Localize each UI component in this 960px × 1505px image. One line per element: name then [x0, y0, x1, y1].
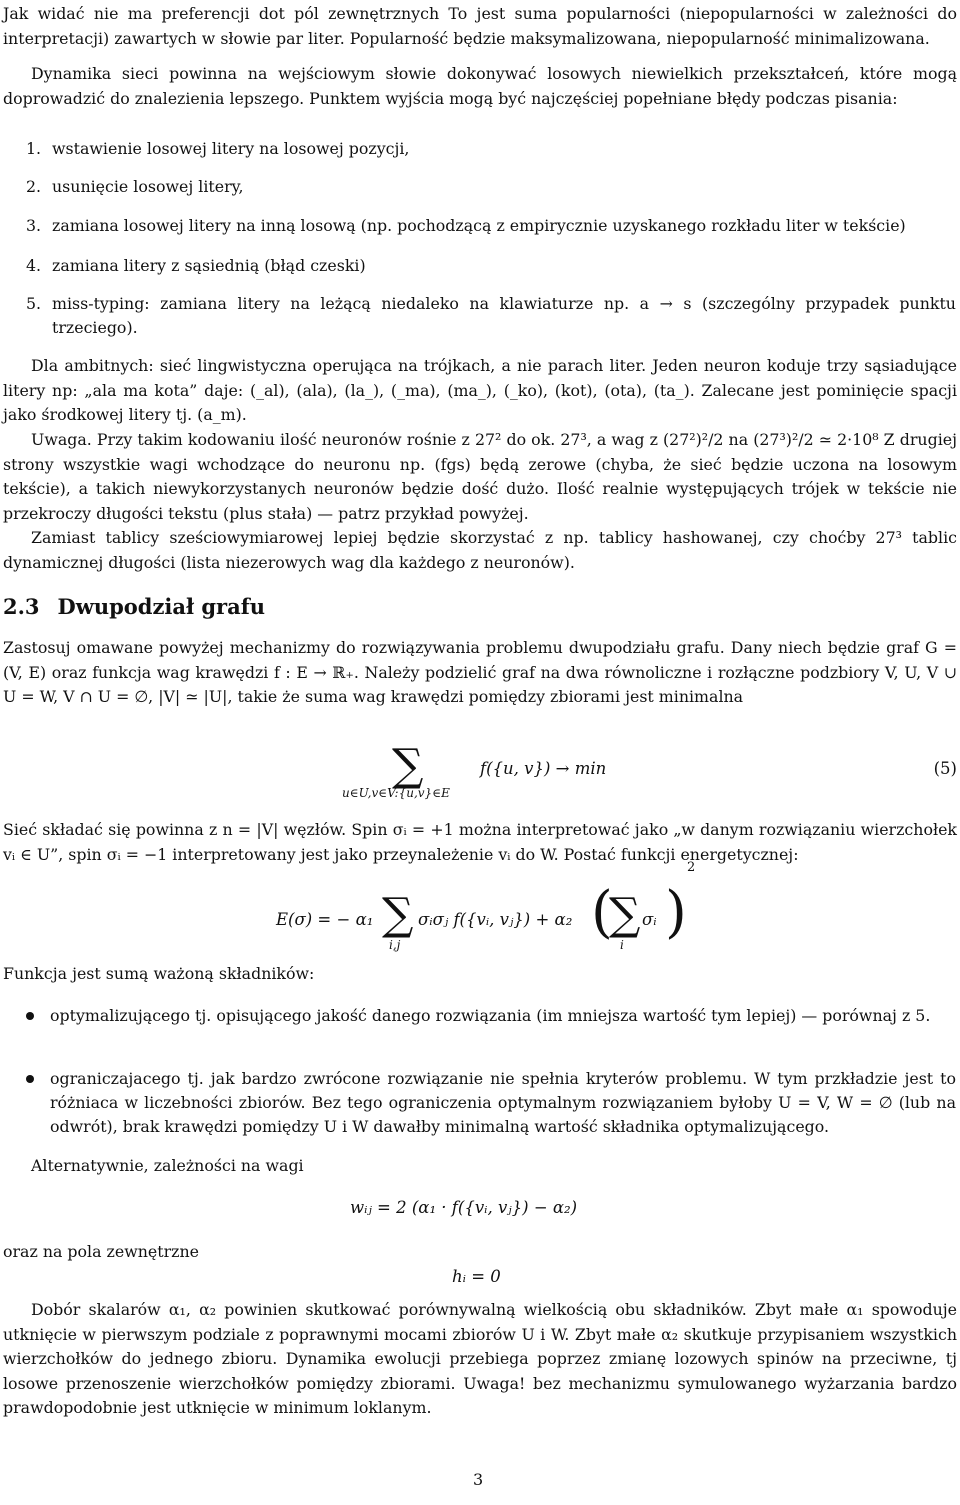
list-item: 3. zamiana losowej litery na inną losową (np. pochodzącą z empirycznie uzyskanego rozkładu liter w tekście) [26, 216, 906, 235]
bullet-item: optymalizującego tj. opisującego jakość danego rozwiązania (im mniejsza wartość tym lepiej) — porównaj z 5. [26, 1004, 956, 1028]
right-paren: ) [665, 880, 687, 945]
components-label: Funkcja jest sumą ważoną składników: [3, 964, 315, 983]
paragraph-scalars: Dobór skalarów α₁, α₂ powinien skutkować porównywalną wielkością obu składników. Zbyt małe α₁ spowoduje utknięcie w pierwszym podziale z poprawnymi mocami zbiorów U i W. Zbyt małe α₂ skutkuje przypisaniem wszystkich wierzchołków do jednego zbioru. Dynamika ewolucji przebiega poprzez zmianę lozowych spinów na przeciwne, tj losowe przenoszenie wierzchołków pomiędzy zbiorami. Uwaga! bez mechanizmu symulowanego wyżarzania bardzo prawdopodobnie jest utknięcie w minimum loklanym. [3, 1300, 957, 1417]
section-heading: 2.3 Dwupodział grafu [3, 594, 266, 619]
list-item: 4. zamiana litery z sąsiednią (błąd czeski) [26, 256, 366, 275]
equation-weights: wᵢⱼ = 2 (α₁ · f({vᵢ, vⱼ}) − α₂) [350, 1198, 578, 1217]
equation-fields: hᵢ = 0 [452, 1267, 501, 1286]
paragraph-dynamics: Dynamika sieci powinna na wejściowym słowie dokonywać losowych niewielkich przekształceń, które mogą doprowadzić do znalezienia lepszego. Punktem wyjścia mogą być najczęściej popełniane błędy podczas pisania: [3, 64, 957, 108]
fields-label: oraz na pola zewnętrzne [3, 1242, 200, 1261]
paragraph-ambitious: Dla ambitnych: sieć lingwistyczna operująca na trójkach, a nie parach liter. Jeden neuron koduje trzy sąsiadujące litery np: „ala ma kota” daje: (_al), (ala), (la_), (_ma), (ma_), (_ko), (kot), (ota), (ta_). Zalecane jest pominięcie spacji jako środkowej litery tj. (a_m). [3, 356, 957, 424]
energy-inner: σᵢ [642, 910, 657, 929]
sum-subscript: i,j [389, 938, 401, 952]
energy-lhs: E(σ) = − α₁ [276, 910, 374, 929]
alternative-label: Alternatywnie, zależności na wagi [31, 1156, 304, 1175]
paragraph-apply: Zastosuj omawane powyżej mechanizmy do rozwiązywania problemu dwupodziału grafu. Dany niech będzie graf G = (V, E) oraz funkcja wag krawędzi f : E → ℝ₊. Należy podzielić graf na dwa równoliczne i rozłączne podzbiory V, U, V ∪ U = W, V ∩ U = ∅, |V| ≃ |U|, takie że suma wag krawędzi pomiędzy zbiorami jest minimalna [3, 638, 957, 706]
sum-subscript: i [620, 938, 624, 952]
list-item: 5. miss-typing: zamiana litery na leżącą niedaleko na klawiaturze np. a → s (szczególny przypadek punktu trzeciego). [26, 294, 956, 337]
paragraph-hash-table: Zamiast tablicy sześciowymiarowej lepiej będzie skorzystać z np. tablicy hashowanej, czy choćby 27³ tablic dynamicznej długości (lista niezerowych wag dla każdego z neuronów). [3, 528, 957, 572]
sum-symbol: ∑ [392, 740, 424, 791]
page-number: 3 [473, 1470, 484, 1489]
bullet-item: ograniczajacego tj. jak bardzo zwrócone rozwiązanie nie spełnia kryterów problemu. W tym przkładzie jest to różniaca w liczebności zbiorów. Bez tego ograniczenia optymalnym rozwiązaniem byłoby U = V, W = ∅ (lub na odwrót), brak krawędzi pomiędzy U i W dawałby minimalną wartość składnika optymalizującego. [26, 1067, 956, 1139]
energy-middle: σᵢσⱼ f({vᵢ, vⱼ}) + α₂ [418, 910, 573, 929]
list-item: 2. usunięcie losowej litery, [26, 177, 244, 196]
list-item: 1. wstawienie losowej litery na losowej pozycji, [26, 139, 410, 158]
equation-number: (5) [933, 759, 957, 778]
paragraph-network: Sieć składać się powinna z n = |V| węzłów. Spin σᵢ = +1 można interpretować jako „w danym rozwiązaniu wierzchołek vᵢ ∈ U”, spin σᵢ = −1 interpretowany jest jako przeynależenie vᵢ do W. Postać funkcji energetycznej: [3, 820, 957, 864]
energy-power: 2 [687, 860, 696, 875]
equation-body: f({u, v}) → min [480, 759, 607, 778]
paragraph-note: Uwaga. Przy takim kodowaniu ilość neuronów rośnie z 27² do ok. 27³, a wag z (27²)²/2 na (27³)²/2 ≃ 2·10⁸ Z drugiej strony wszystkie wagi wchodzące do neuronu np. (fgs) będą zerowe (chyba, że sieć będzie uczona na losowym tekście), a takich niewykorzystanych neuronów będzie dość dużo. Ilość realnie występujących trójek w tekście nie przekroczy długości tekstu (plus stała) — patrz przykład powyżej. [3, 430, 957, 523]
paragraph-fields: Jak widać nie ma preferencji dot pól zewnętrznych To jest suma popularności (niepopularności w zależności do interpretacji) zawartych w słowie par liter. Popularność będzie maksymalizowana, niepopularność minimalizowana. [3, 4, 957, 48]
sum-subscript: u∈U,v∈V:{u,v}∈E [342, 786, 450, 800]
sum-symbol: ∑ [382, 889, 414, 940]
left-paren: ( [591, 880, 613, 945]
sum-symbol: ∑ [609, 889, 641, 940]
